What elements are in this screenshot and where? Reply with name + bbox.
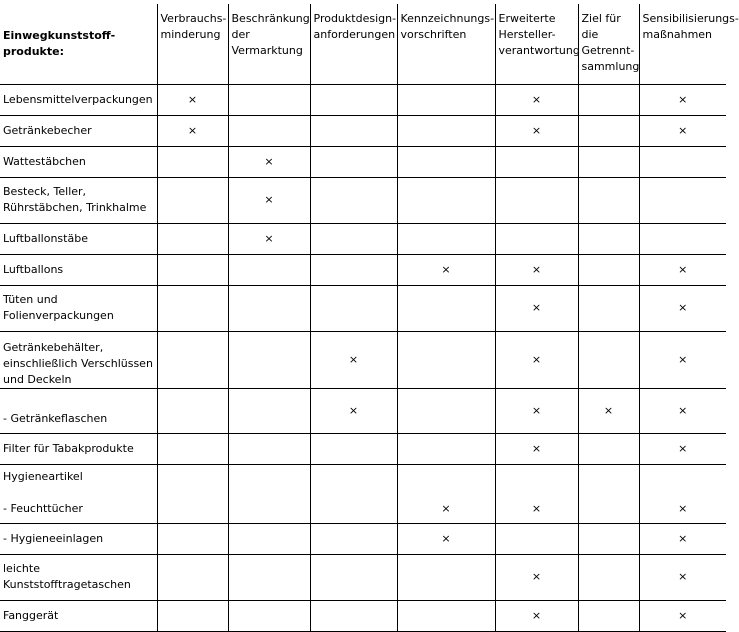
check-mark: × <box>397 254 495 285</box>
empty-cell <box>228 600 310 631</box>
check-mark: × <box>639 115 726 146</box>
product-label: Filter für Tabakprodukte <box>0 433 157 464</box>
empty-cell <box>228 331 310 388</box>
check-mark: × <box>639 285 726 331</box>
empty-cell <box>578 223 639 254</box>
measures-table <box>0 4 739 632</box>
check-mark: × <box>639 523 726 554</box>
empty-cell <box>578 600 639 631</box>
table-row <box>0 115 726 146</box>
check-mark: × <box>639 254 726 285</box>
check-mark: × <box>639 331 726 388</box>
empty-cell <box>397 115 495 146</box>
empty-cell <box>157 388 228 433</box>
empty-cell <box>228 523 310 554</box>
empty-cell <box>310 523 397 554</box>
header-measure-column: Verbrauchs-minderung <box>157 4 228 84</box>
empty-cell <box>578 177 639 223</box>
check-mark: × <box>639 433 726 464</box>
empty-cell <box>578 433 639 464</box>
table-row <box>0 177 726 223</box>
check-mark: × <box>495 388 578 433</box>
empty-cell <box>157 464 228 523</box>
header-measure-column: Ziel für die Getrennt-sammlung <box>578 4 639 84</box>
empty-cell <box>397 600 495 631</box>
empty-cell <box>310 177 397 223</box>
empty-cell <box>310 146 397 177</box>
empty-cell <box>228 254 310 285</box>
empty-cell <box>397 285 495 331</box>
header-measure-column: Kennzeichnungs-vorschriften <box>397 4 495 84</box>
table-row <box>0 223 726 254</box>
empty-cell <box>578 285 639 331</box>
check-mark: × <box>495 84 578 115</box>
product-label: Tüten und Folienverpackungen <box>0 285 157 331</box>
table-row <box>0 331 726 388</box>
empty-cell <box>639 223 726 254</box>
product-label: Getränkebehälter, einschließlich Verschlüssen und Deckeln <box>0 331 157 388</box>
empty-cell <box>310 254 397 285</box>
check-mark: × <box>310 388 397 433</box>
empty-cell <box>228 464 310 523</box>
empty-cell <box>578 523 639 554</box>
empty-cell <box>578 146 639 177</box>
empty-cell <box>157 285 228 331</box>
empty-cell <box>228 554 310 600</box>
empty-cell <box>228 388 310 433</box>
empty-cell <box>578 554 639 600</box>
product-label: - Hygieneeinlagen <box>0 523 157 554</box>
empty-cell <box>157 177 228 223</box>
check-mark: × <box>397 464 495 523</box>
empty-cell <box>397 388 495 433</box>
empty-cell <box>495 523 578 554</box>
empty-cell <box>397 177 495 223</box>
empty-cell <box>157 554 228 600</box>
empty-cell <box>310 554 397 600</box>
table-row <box>0 554 726 600</box>
empty-cell <box>397 84 495 115</box>
empty-cell <box>578 254 639 285</box>
check-mark: × <box>495 115 578 146</box>
empty-cell <box>578 331 639 388</box>
check-mark: × <box>157 84 228 115</box>
header-measure-column: Erweiterte Hersteller-verantwortung <box>495 4 578 84</box>
table-row <box>0 146 726 177</box>
product-label: - Getränkeflaschen <box>0 388 157 433</box>
empty-cell <box>310 84 397 115</box>
empty-cell <box>228 115 310 146</box>
empty-cell <box>157 600 228 631</box>
table-row <box>0 433 726 464</box>
check-mark: × <box>639 600 726 631</box>
table-row <box>0 523 726 554</box>
header-measure-column: Sensibilisierungs-maßnahmen <box>639 4 726 84</box>
product-label: Besteck, Teller, Rührstäbchen, Trinkhalme <box>0 177 157 223</box>
empty-cell <box>157 223 228 254</box>
product-label: Lebensmittelverpackungen <box>0 84 157 115</box>
empty-cell <box>310 285 397 331</box>
table-row <box>0 388 726 433</box>
check-mark: × <box>639 554 726 600</box>
empty-cell <box>397 223 495 254</box>
table-row <box>0 254 726 285</box>
check-mark: × <box>495 433 578 464</box>
empty-cell <box>578 115 639 146</box>
empty-cell <box>578 464 639 523</box>
product-label: Hygieneartikel - Feuchttücher <box>0 464 157 523</box>
empty-cell <box>157 331 228 388</box>
check-mark: × <box>639 84 726 115</box>
empty-cell <box>495 177 578 223</box>
empty-cell <box>397 331 495 388</box>
empty-cell <box>397 146 495 177</box>
empty-cell <box>228 285 310 331</box>
check-mark: × <box>495 331 578 388</box>
product-label: Getränkebecher <box>0 115 157 146</box>
check-mark: × <box>228 223 310 254</box>
check-mark: × <box>578 388 639 433</box>
table-row <box>0 285 726 331</box>
empty-cell <box>310 223 397 254</box>
check-mark: × <box>495 554 578 600</box>
empty-cell <box>310 115 397 146</box>
empty-cell <box>578 84 639 115</box>
check-mark: × <box>639 464 726 523</box>
empty-cell <box>495 223 578 254</box>
product-label: Luftballonstäbe <box>0 223 157 254</box>
check-mark: × <box>495 285 578 331</box>
product-label: leichte Kunststofftragetaschen <box>0 554 157 600</box>
table-row <box>0 600 726 631</box>
empty-cell <box>397 554 495 600</box>
check-mark: × <box>397 523 495 554</box>
empty-cell <box>157 523 228 554</box>
check-mark: × <box>639 388 726 433</box>
table-row <box>0 464 726 523</box>
check-mark: × <box>495 464 578 523</box>
header-product-column: Einwegkunststoff-produkte: <box>0 4 157 84</box>
check-mark: × <box>228 146 310 177</box>
empty-cell <box>495 146 578 177</box>
empty-cell <box>228 433 310 464</box>
check-mark: × <box>495 600 578 631</box>
empty-cell <box>157 433 228 464</box>
check-mark: × <box>157 115 228 146</box>
check-mark: × <box>310 331 397 388</box>
header-measure-column: Produktdesign-anforderungen <box>310 4 397 84</box>
empty-cell <box>228 84 310 115</box>
product-label: Fanggerät <box>0 600 157 631</box>
empty-cell <box>310 433 397 464</box>
check-mark: × <box>228 177 310 223</box>
product-label: Wattestäbchen <box>0 146 157 177</box>
empty-cell <box>397 433 495 464</box>
empty-cell <box>310 464 397 523</box>
empty-cell <box>157 254 228 285</box>
empty-cell <box>157 146 228 177</box>
empty-cell <box>639 146 726 177</box>
table-row <box>0 84 726 115</box>
empty-cell <box>639 177 726 223</box>
header-measure-column: Beschränkung der Vermarktung <box>228 4 310 84</box>
empty-cell <box>310 600 397 631</box>
product-label: Luftballons <box>0 254 157 285</box>
check-mark: × <box>495 254 578 285</box>
